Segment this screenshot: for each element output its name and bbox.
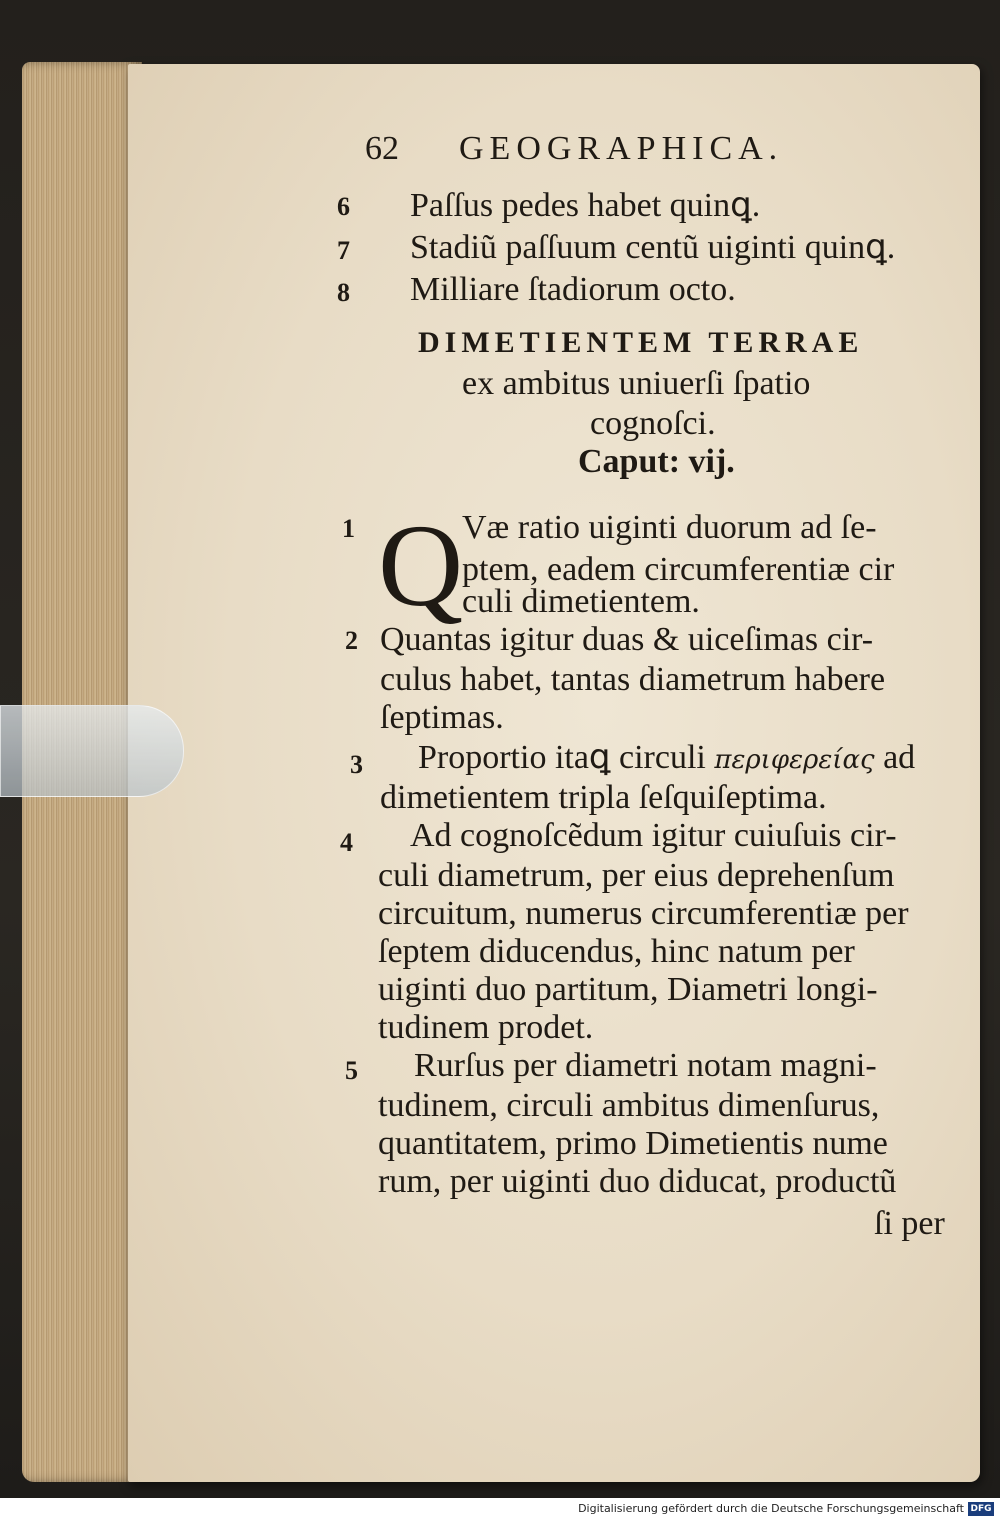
funding-credit: Digitalisierung gefördert durch die Deutsche Forschungsgemeinschaft <box>578 1502 964 1515</box>
body-line: rum, per uiginti duo diducat, productũ <box>378 1163 897 1200</box>
body-line: ſeptem diducendus, hinc natum per <box>378 933 855 970</box>
body-line: tudinem, circuli ambitus dimenſurus, <box>378 1087 880 1124</box>
list-item: Paſſus pedes habet quinꝗ. <box>410 187 761 224</box>
body-line: Væ ratio uiginti duorum ad ſe- <box>462 509 877 546</box>
body-line: Quantas igitur duas & uiceſimas cir- <box>380 621 874 658</box>
body-line: dimetientem tripla ſeſquiſeptima. <box>380 779 827 816</box>
list-number: 6 <box>337 192 350 221</box>
list-number: 7 <box>337 236 350 265</box>
body-line: ptem, eadem circumferentiæ cir <box>462 551 895 588</box>
list-item: Stadiũ paſſuum centũ uiginti quinꝗ. <box>410 229 896 266</box>
page-number: 62 <box>365 130 399 167</box>
body-line: ſeptimas. <box>380 699 504 736</box>
body-line: quantitatem, primo Dimetientis nume <box>378 1125 888 1162</box>
footer-bar <box>0 1498 1000 1520</box>
body-text: Proportio itaꝗ circuli <box>418 739 706 776</box>
greek-word: περιφερείας <box>714 745 875 775</box>
margin-number: 1 <box>342 514 355 543</box>
margin-number: 3 <box>350 750 363 779</box>
body-line: culi diametrum, per eius deprehenſum <box>378 857 895 894</box>
running-header <box>365 130 783 168</box>
list-item: Milliare ſtadiorum octo. <box>410 271 736 308</box>
list-number: 8 <box>337 278 350 307</box>
margin-number: 2 <box>345 626 358 655</box>
chapter-subtitle: cognoſci. <box>590 405 716 442</box>
body-line: Rurſus per diametri notam magni- <box>414 1047 877 1084</box>
catchword: ſi per <box>874 1205 945 1242</box>
drop-cap: Q <box>378 500 464 631</box>
body-line: circuitum, numerus circumferentiæ per <box>378 895 909 932</box>
dfg-logo-icon: DFG <box>968 1502 994 1516</box>
chapter-subtitle: ex ambitus uniuerſi ſpatio <box>462 365 811 402</box>
body-text: ad <box>883 739 916 776</box>
body-line: tudinem prodet. <box>378 1009 594 1046</box>
margin-number: 4 <box>340 828 353 857</box>
body-line: culus habet, tantas diametrum habere <box>380 661 886 698</box>
margin-number: 5 <box>345 1056 358 1085</box>
body-line: uiginti duo partitum, Diametri longi- <box>378 971 878 1008</box>
chapter-title: DIMETIENTEM TERRAE <box>418 326 864 359</box>
chapter-number: Caput: vij. <box>578 443 735 480</box>
page-clip <box>0 705 184 797</box>
body-line: culi dimetientem. <box>462 583 700 620</box>
body-line: Ad cognoſcẽdum igitur cuiuſuis cir- <box>410 817 897 854</box>
running-title: GEOGRAPHICA. <box>459 130 784 167</box>
